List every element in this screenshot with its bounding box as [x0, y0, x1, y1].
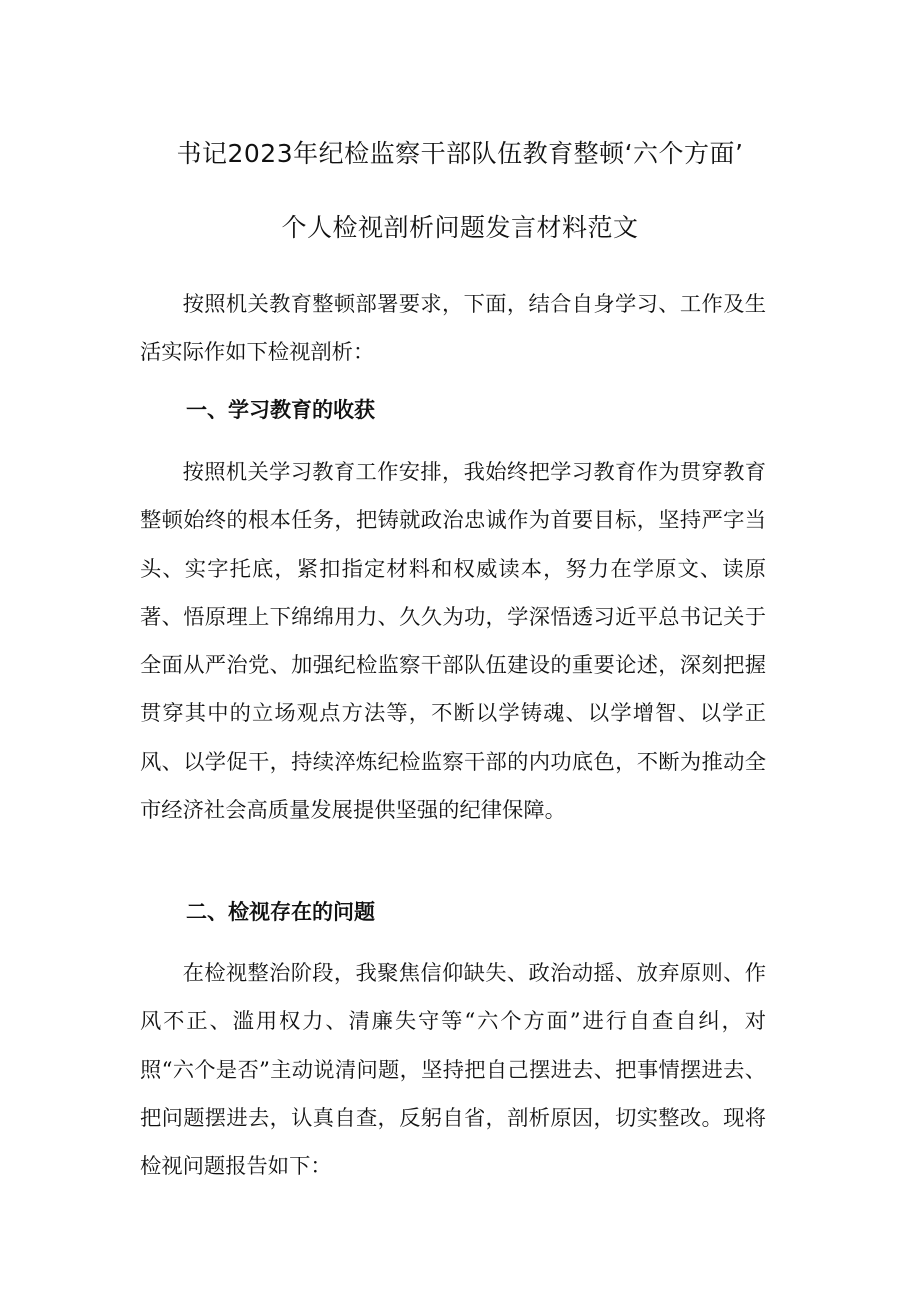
section-2-paragraph: 在检视整治阶段，我聚焦信仰缺失、政治动摇、放弃原则、作风不正、滥用权力、清廉失守等“六个方面”进行自查自纠，对照“六个是否”主动说清问题，坚持把自己摆进去、把事情摆进去、把问题摆进去，认真自查，反躬自省，剖析原因，切实整改。现将检视问题报告如下：	[140, 961, 766, 1180]
section-1-paragraph: 按照机关学习教育工作安排，我始终把学习教育作为贯穿教育整顿始终的根本任务，把铸就政治忠诚作为首要目标，坚持严字当头、实字托底，紧扣指定材料和权威读本，努力在学原文、读原著、悟原理上下绵绵用力、久久为功，学深悟透习近平总书记关于全面从严治党、加强纪检监察干部队伍建设的重要论述，深刻把握贯穿其中的立场观点方法等，不断以学铸魂、以学增智、以学正风、以学促干，持续淬炼纪检监察干部的内功底色，不断为推动全市经济社会高质量发展提供坚强的纪律保障。	[140, 460, 766, 824]
document-title-line-2: 个人检视剖析问题发言材料范文	[281, 213, 639, 242]
section-2-heading: 二、检视存在的问题	[186, 900, 375, 924]
intro-paragraph: 按照机关教育整顿部署要求，下面，结合自身学习、工作及生活实际作如下检视剖析：	[140, 292, 766, 366]
section-1-heading: 一、学习教育的收获	[186, 398, 375, 422]
document-title-line-1: 书记2023年纪检监察干部队伍教育整顿‘六个方面’	[176, 139, 744, 168]
